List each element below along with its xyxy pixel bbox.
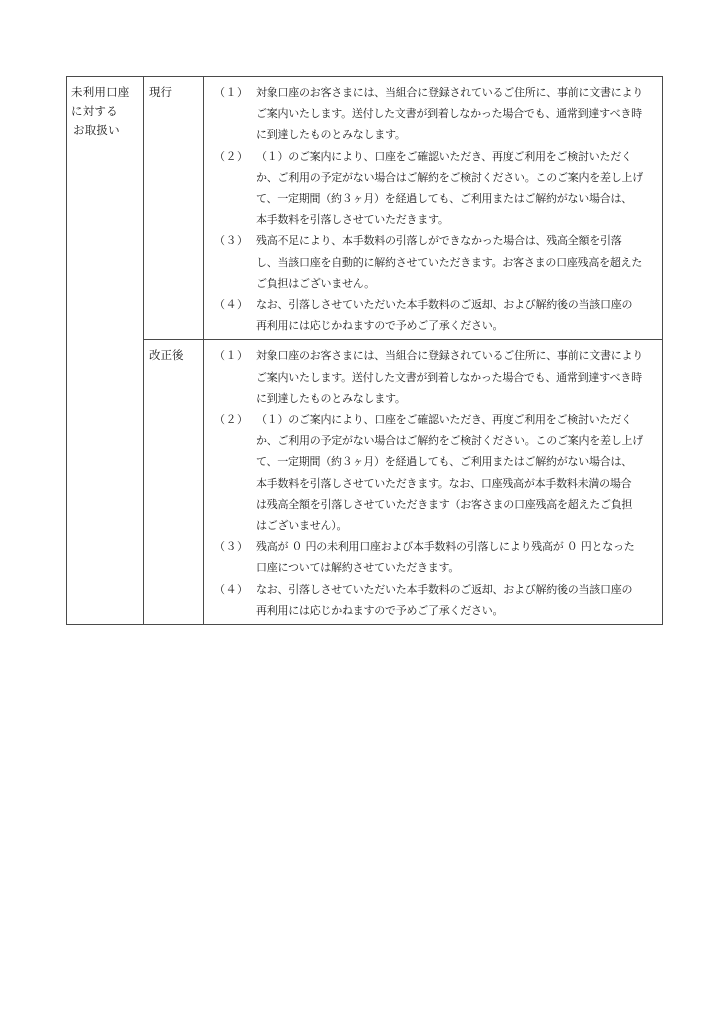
item-text (256, 579, 658, 621)
item-number: （４） (214, 298, 249, 312)
item-text-line: て、一定期間（約３ヶ月）を経過しても、ご利用またはご解約がない場合は、 (256, 455, 633, 469)
item-text (256, 345, 658, 409)
section-label-cell (144, 77, 204, 340)
list-item (208, 146, 658, 231)
list-item (208, 294, 658, 336)
item-number: （１） (214, 349, 249, 363)
item-text-line: 残高が ０ 円の未利用口座および本手数料の引落しにより残高が ０ 円となった (256, 540, 635, 554)
item-text-line: か、ご利用の予定がない場合はご解約をご検討ください。このご案内を差し上げ (256, 434, 643, 448)
item-text (256, 536, 658, 578)
item-text-line: か、ご利用の予定がない場合はご解約をご検討ください。このご案内を差し上げ (256, 170, 643, 184)
comparison-table (66, 76, 663, 625)
item-text-line: なお、引落しさせていただいた本手数料のご返却、および解約後の当該口座の (256, 298, 633, 312)
item-text-line: し、当該口座を自動的に解約させていただきます。お客さまの口座残高を超えた (256, 255, 643, 269)
item-text (256, 294, 658, 336)
item-text (256, 409, 658, 536)
item-list (204, 340, 662, 624)
subject-line: お取扱い (73, 123, 120, 137)
item-text-line: 本手数料を引落しさせていただきます。なお、口座残高が本手数料未満の場合 (256, 476, 632, 490)
section-body-cell (204, 340, 663, 625)
item-text (256, 230, 658, 294)
list-item (208, 345, 658, 409)
item-text-line: 口座については解約させていただきます。 (256, 561, 460, 575)
item-number: （３） (214, 540, 249, 554)
subject-line: に対する (71, 104, 118, 118)
list-item (208, 579, 658, 621)
item-text-line: 本手数料を引落しさせていただきます。 (256, 213, 449, 227)
section-body-cell (204, 77, 663, 340)
item-text-line: 残高不足により、本手数料の引落しができなかった場合は、残高全額を引落 (256, 234, 622, 248)
item-number: （２） (214, 413, 249, 427)
item-text-line: 対象口座のお客さまには、当組合に登録されているご住所に、事前に文書により (256, 349, 643, 363)
item-text-line: 再利用には応じかねますので予めご了承ください。 (256, 319, 504, 333)
item-text (256, 82, 658, 146)
item-text-line: （１）のご案内により、口座をご確認いただき、再度ご利用をご検討いただく (256, 149, 632, 163)
item-text-line: ご負担はございません。 (256, 276, 375, 290)
item-text-line: はございません）。 (256, 519, 348, 533)
item-text-line: 対象口座のお客さまには、当組合に登録されているご住所に、事前に文書により (256, 86, 643, 99)
item-text-line: に到達したものとみなします。 (256, 128, 406, 142)
table-row-current (67, 77, 663, 340)
list-item (208, 536, 658, 578)
table-row-revised (67, 340, 663, 625)
subject-cell (67, 77, 144, 625)
item-text-line: ご案内いたします。送付した文書が到着しなかった場合でも、通常到達すべき時 (256, 370, 642, 384)
section-label: 改正後 (149, 348, 184, 363)
item-text-line: （１）のご案内により、口座をご確認いただき、再度ご利用をご検討いただく (256, 413, 632, 427)
item-text-line: て、一定期間（約３ヶ月）を経過しても、ご利用またはご解約がない場合は、 (256, 192, 633, 206)
item-text-line: 再利用には応じかねますので予めご了承ください。 (256, 603, 504, 617)
item-text-line: なお、引落しさせていただいた本手数料のご返却、および解約後の当該口座の (256, 582, 633, 596)
item-number: （３） (214, 234, 249, 248)
list-item (208, 230, 658, 294)
list-item (208, 82, 658, 146)
item-text (256, 146, 658, 231)
item-number: （１） (214, 86, 249, 99)
item-text-line: は残高全額を引落しさせていただきます（お客さまの口座残高を超えたご負担 (256, 497, 633, 511)
item-list (204, 77, 662, 339)
section-label: 現行 (149, 85, 172, 99)
section-label-cell (144, 340, 204, 625)
item-number: （４） (214, 582, 249, 596)
item-number: （２） (214, 149, 249, 163)
subject-line: 未利用口座 (71, 85, 130, 99)
item-text-line: に到達したものとみなします。 (256, 391, 406, 405)
list-item (208, 409, 658, 536)
item-text-line: ご案内いたします。送付した文書が到着しなかった場合でも、通常到達すべき時 (256, 107, 642, 121)
